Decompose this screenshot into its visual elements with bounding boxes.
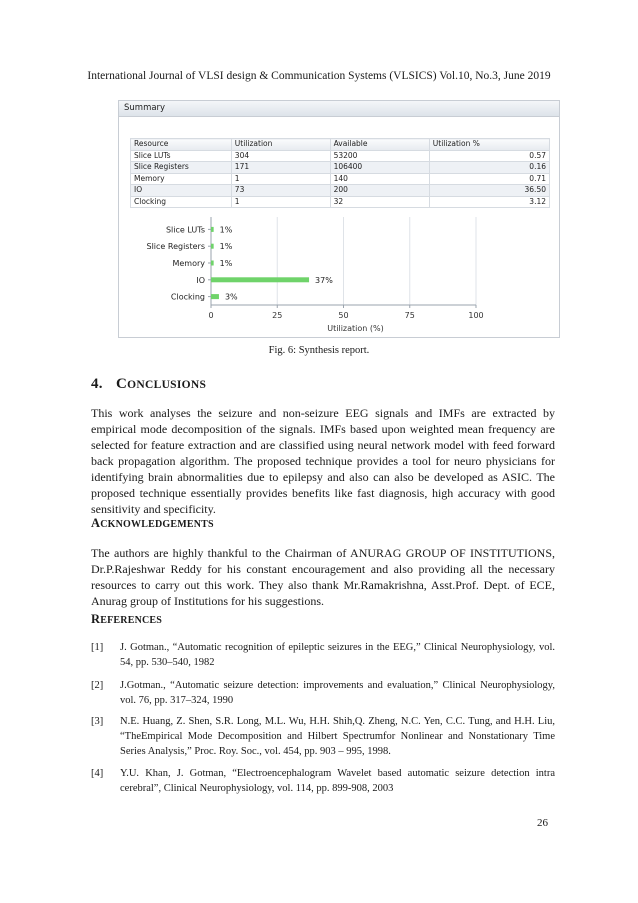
reference-number: [4] bbox=[91, 768, 104, 779]
reference-text: Y.U. Khan, J. Gotman, “Electroencephalogram Wavelet based automatic seizure detection intra cerebral”, Clinical Neurophysiology, vol. 114, pp. 899-908, 2003 bbox=[120, 768, 555, 794]
reference-item bbox=[91, 714, 555, 759]
category-label: Slice LUTs bbox=[165, 225, 205, 235]
cell-utilization: 1 bbox=[231, 173, 330, 185]
bar bbox=[211, 277, 309, 282]
cell-resource: Clocking bbox=[131, 196, 232, 208]
section-heading-conclusions bbox=[91, 376, 206, 393]
reference-number: [2] bbox=[91, 680, 104, 691]
cell-available: 32 bbox=[330, 196, 429, 208]
bar bbox=[211, 294, 219, 299]
value-label: 1% bbox=[219, 242, 233, 252]
cell-resource: Slice Registers bbox=[131, 162, 232, 174]
category-label: Clocking bbox=[170, 292, 205, 302]
bar bbox=[211, 244, 214, 249]
category-label: Memory bbox=[172, 259, 205, 268]
references-title-initial: R bbox=[91, 612, 101, 626]
x-axis-label: Utilization (%) bbox=[327, 324, 384, 333]
running-header: International Journal of VLSI design & Communication Systems (VLSICS) Vol.10, No.3, June 2019 bbox=[87, 70, 551, 82]
references-title-rest: EFERENCES bbox=[100, 615, 163, 626]
bar bbox=[211, 261, 214, 266]
cell-utilization: 73 bbox=[231, 185, 330, 197]
summary-title-bar: Summary bbox=[119, 101, 559, 117]
page-number: 26 bbox=[537, 817, 548, 829]
value-label: 37% bbox=[315, 275, 333, 285]
reference-item bbox=[91, 678, 555, 708]
acknowledgements-heading bbox=[91, 516, 214, 531]
acknowledgements-title-rest: CKNOWLEDGEMENTS bbox=[100, 519, 214, 530]
figure-caption: Fig. 6: Synthesis report. bbox=[268, 345, 370, 356]
cell-utilization-percent: 3.12 bbox=[429, 196, 549, 208]
acknowledgements-paragraph: The authors are highly thankful to the Chairman of ANURAG GROUP OF INSTITUTIONS, Dr.P.Rajeshwar Reddy for his constant encouragement and also providing all the necessary resources to carry out this work. They also thank Mr.Ramakrishna, Asst.Prof. Dept. of ECE, Anurag group of Institutions for his suggestions. bbox=[91, 546, 555, 608]
value-label: 1% bbox=[219, 259, 233, 268]
column-header-utilization[interactable]: Utilization bbox=[231, 139, 330, 151]
cell-utilization-percent: 0.71 bbox=[429, 173, 549, 185]
cell-utilization-percent: 0.57 bbox=[429, 150, 549, 162]
reference-number: [3] bbox=[91, 716, 104, 727]
section-title-rest: ONCLUSIONS bbox=[127, 379, 207, 391]
column-header-available[interactable]: Available bbox=[330, 139, 429, 151]
acknowledgements-title-initial: A bbox=[91, 516, 101, 530]
x-tick-label: 75 bbox=[404, 311, 415, 320]
reference-item bbox=[91, 766, 555, 796]
reference-item bbox=[91, 640, 555, 670]
reference-text: J.Gotman., “Automatic seizure detection: improvements and evaluation,” Clinical Neurophysiology, vol. 76, pp. 317–324, 1990 bbox=[120, 680, 555, 706]
category-label: Slice Registers bbox=[146, 242, 205, 252]
bar bbox=[211, 227, 214, 232]
conclusions-paragraph: This work analyses the seizure and non-seizure EEG signals and IMFs are extracted by empirical mode decomposition of the signals. IMFs based upon weighted mean frequency are selected for feature extraction and are classified using neural network model with feed forward back propagation algorithm. The proposed technique provides a tool for neuro physicians for identifying brain abnormalities due to epilepsy and also can also be developed as ASIC. The proposed technique essentially provides benefits like fast diagnosis, high accuracy with good sensitivity and specificity. bbox=[91, 406, 555, 516]
value-label: 3% bbox=[224, 292, 238, 302]
cell-utilization: 171 bbox=[231, 162, 330, 174]
cell-available: 200 bbox=[330, 185, 429, 197]
x-tick-label: 100 bbox=[468, 311, 484, 320]
column-header-resource[interactable]: Resource bbox=[131, 139, 232, 151]
section-title-initial: C bbox=[116, 376, 128, 392]
cell-available: 106400 bbox=[330, 162, 429, 174]
cell-resource: Slice LUTs bbox=[131, 150, 232, 162]
x-tick-label: 0 bbox=[208, 311, 214, 320]
cell-resource: Memory bbox=[131, 173, 232, 185]
utilization-bar-chart bbox=[119, 101, 559, 337]
references-heading bbox=[91, 612, 162, 627]
cell-utilization: 304 bbox=[231, 150, 330, 162]
section-number: 4. bbox=[91, 376, 103, 392]
x-tick-label: 25 bbox=[272, 311, 283, 320]
cell-utilization-percent: 36.50 bbox=[429, 185, 549, 197]
x-tick-label: 50 bbox=[338, 311, 349, 320]
column-header-utilization-percent[interactable]: Utilization % bbox=[429, 139, 549, 151]
cell-utilization-percent: 0.16 bbox=[429, 162, 549, 174]
category-label: IO bbox=[196, 275, 205, 285]
reference-text: N.E. Huang, Z. Shen, S.R. Long, M.L. Wu, H.H. Shih,Q. Zheng, N.C. Yen, C.C. Tung, and H.H. Liu, “TheEmpirical Mode Decomposition and Hilbert Spectrumfor Nonlinear and Nonstationary Time Series Analysis,” Proc. Roy. Soc., vol. 454, pp. 903 – 995, 1998. bbox=[120, 716, 555, 757]
cell-utilization: 1 bbox=[231, 196, 330, 208]
value-label: 1% bbox=[219, 225, 233, 235]
cell-resource: IO bbox=[131, 185, 232, 197]
cell-available: 53200 bbox=[330, 150, 429, 162]
reference-number: [1] bbox=[91, 642, 104, 653]
synthesis-report-figure bbox=[118, 100, 560, 338]
cell-available: 140 bbox=[330, 173, 429, 185]
reference-text: J. Gotman., “Automatic recognition of epileptic seizures in the EEG,” Clinical Neurophysiology, vol. 54, pp. 530–540, 1982 bbox=[120, 642, 555, 668]
